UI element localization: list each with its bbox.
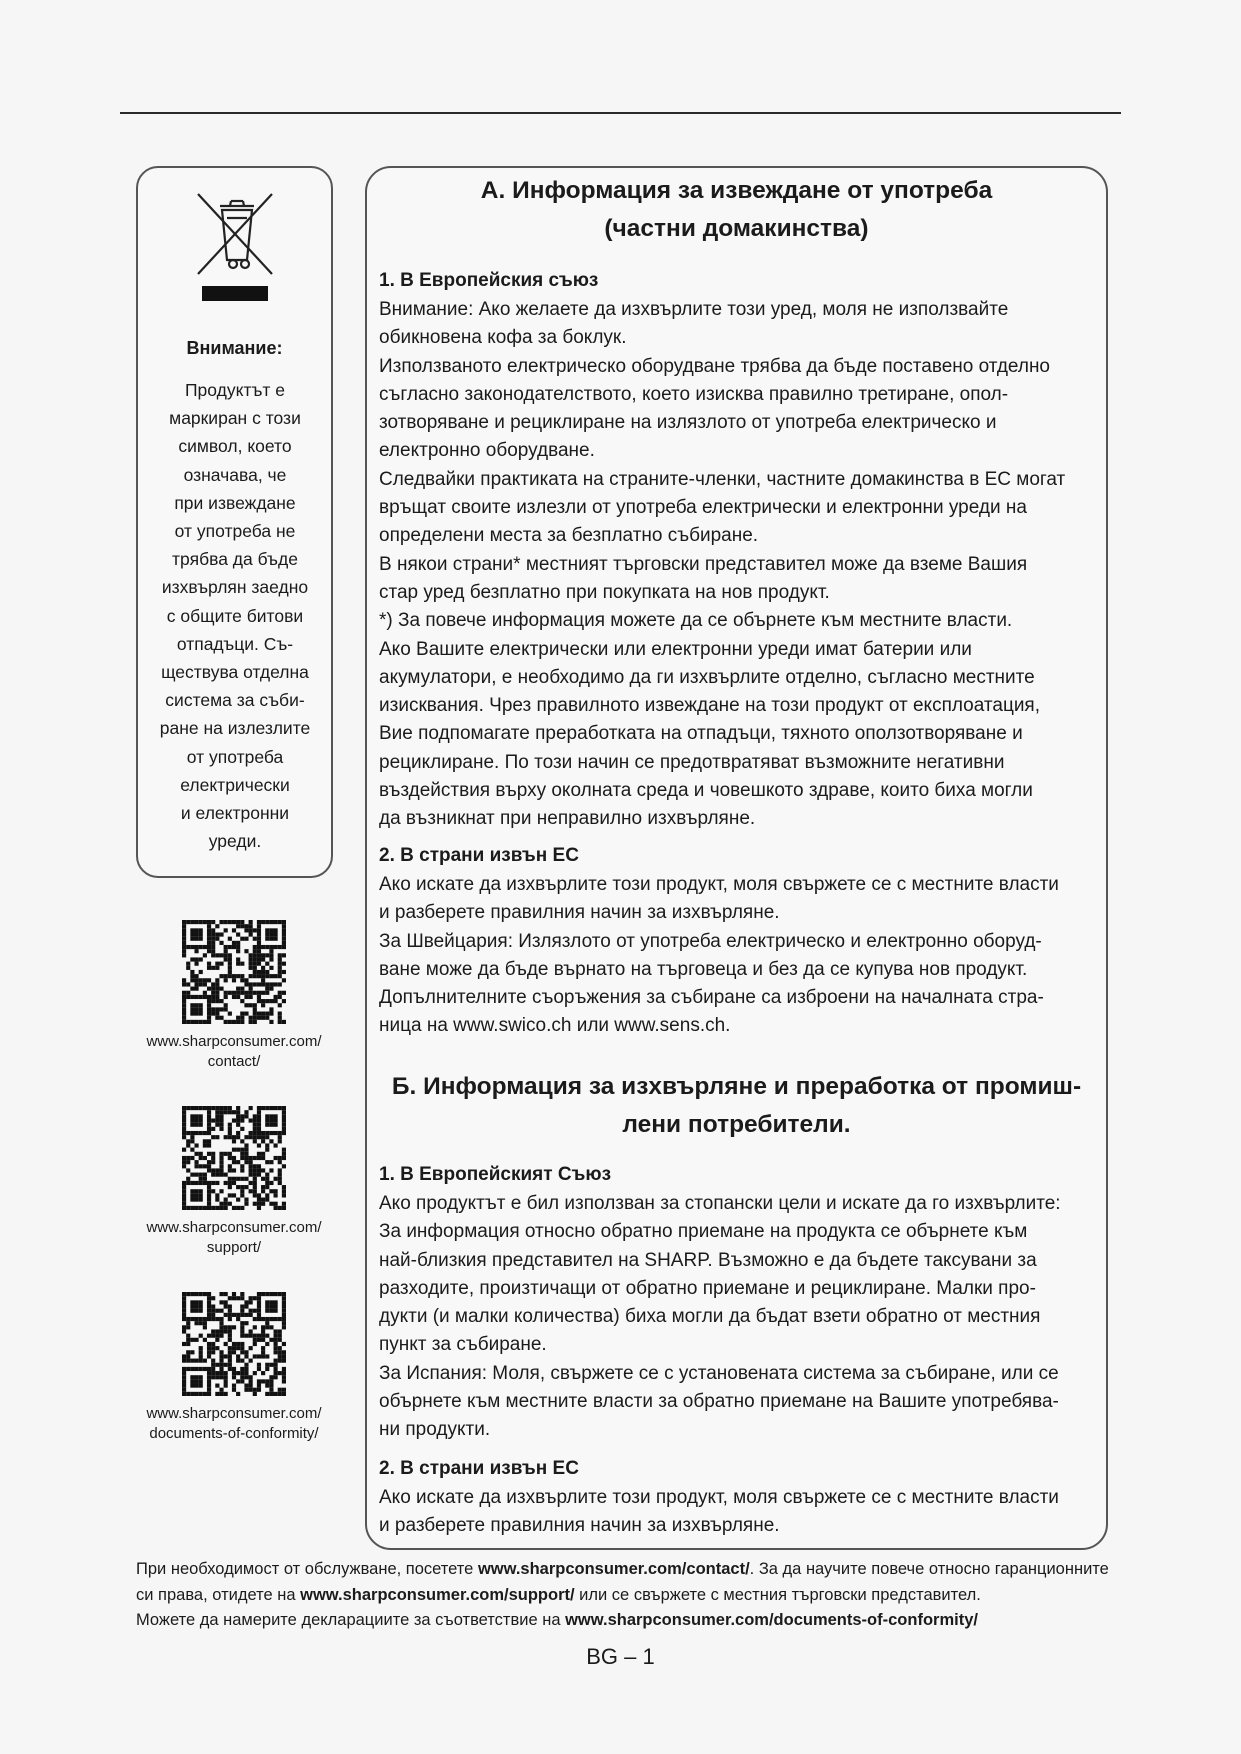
qr-code-conformity[interactable] [182,1292,286,1396]
qr-code-contact[interactable] [182,920,286,1024]
page-number: BG – 1 [586,1644,655,1669]
footer-support-link[interactable]: www.sharpconsumer.com/support/ [300,1585,575,1604]
section-b-body1: Ако продуктът е бил използван за стопански цели и искате да го изхвърлите: За информация относно обратно приемане на продукта се обърнете към най-близкия представител на SHARP. Възможно е да бъдете таксувани за разходите, произтичащи от обратно приемане и рециклиране. Малки про- дукти (и малки количества) биха могли да бъдат взети обратно от местния пункт за събиране. За Испания: Моля, свържете се с установената система за събиране, или се обърнете към местните власти за обратно приемане на Вашите употребява- ни продукти. [379,1193,1061,1441]
footer-conformity-paragraph: Можете да намерите декларациите за съответствие на www.sharpconsumer.com/documents-of-conformity/ [136,1611,978,1629]
section-b-title: Б. Информация за изхвърляне и преработка от промиш- лени потребители. [391,1073,1082,1138]
section-a-title: А. Информация за извеждане от употреба (частни домакинства) [480,177,993,242]
qr-code-icon [182,1106,286,1210]
footer-text [136,1557,1126,1634]
warning-title: Внимание: [186,338,283,358]
link-conformity-url[interactable]: www.sharpconsumer.com/ documents-of-conformity/ [146,1405,322,1442]
qr-code-icon [182,920,286,1024]
top-rule [120,112,1121,114]
section-a-body2: Ако искате да изхвърлите този продукт, моля свържете се с местните власти и разберете правилния начин за изхвърляне. За Швейцария: Излязлото от употреба електрическо и електронно оборуд- ване може да бъде върнато на търговеца и без да се купува нов продукт. Допълнителните съоръжения за събиране са изброени на началната стра- ница на www.swico.ch или www.sens.ch. [379,874,1059,1037]
link-support-url[interactable]: www.sharpconsumer.com/ support/ [146,1219,322,1256]
footer-service-paragraph: При необходимост от обслужване, посетете www.sharpconsumer.com/contact/. За да научите повече относно гаранционните си права, отидете на www.sharpconsumer.com/support/ или се свържете с местния търговски представител. [136,1560,1109,1604]
section-a-sub1: 1. В Европейския съюз [379,270,599,291]
section-a-body1: Внимание: Ако желаете да изхвърлите този уред, моля не използвайте обикновена кофа за боклук. Използваното електрическо оборудване трябва да бъде поставено отделно съгласно законодателството, което изисква правилно третиране, опол- зотворяване и рециклиране на излязлото от употреба електрическо и електронно оборудване. Следвайки практиката на страните-членки, частните домакинства в ЕС могат връщат своите излезли от употреба електрически и електронни уреди на определени места за безплатно събиране. В някои страни* местният търговски представител може да вземе Вашия стар уред безплатно при покупката на нов продукт. *) За повече информация можете да се обърнете към местните власти. Ако Вашите електрически или електронни уреди имат батерии или акумулатори, е необходимо да ги изхвърлите отделно, съгласно местните изисквания. Чрез правилното извеждане на този продукт от експлоатация, Вие подпомагате преработката на отпадъци, тяхното оползотворяване и рециклиране. По този начин се предотвратяват възможните негативни въздействия върху околната среда и човешкото здраве, които биха могли да възникнат при неправилно изхвърляне. [379,299,1066,830]
section-b-sub1: 1. В Европейският Съюз [379,1164,612,1185]
section-b-body2: Ако искате да изхвърлите този продукт, моля свържете се с местните власти и разберете правилния начин за изхвърляне. [379,1487,1059,1537]
disposal-info-box [365,166,1108,1550]
crossed-out-bin-icon [194,190,276,278]
qr-code-support[interactable] [182,1106,286,1210]
link-contact-url[interactable]: www.sharpconsumer.com/ contact/ [146,1033,322,1070]
warning-panel [136,166,333,878]
warning-text: Продуктът е маркиран с този символ, което означава, че при извеждане от употреба не трябва да бъде изхвърлян заедно с общите битови отпадъци. Съ- ществува отделна система за съби- ране на излезлите от употреба електрически и електронни уреди. [159,380,311,852]
weee-marking-bar [202,286,268,301]
footer-conformity-link[interactable]: www.sharpconsumer.com/documents-of-conformity/ [565,1611,978,1629]
footer-contact-link[interactable]: www.sharpconsumer.com/contact/ [477,1560,750,1578]
section-b-sub2: 2. В страни извън ЕС [379,1458,579,1479]
section-a-sub2: 2. В страни извън ЕС [379,845,579,866]
qr-code-icon [182,1292,286,1396]
